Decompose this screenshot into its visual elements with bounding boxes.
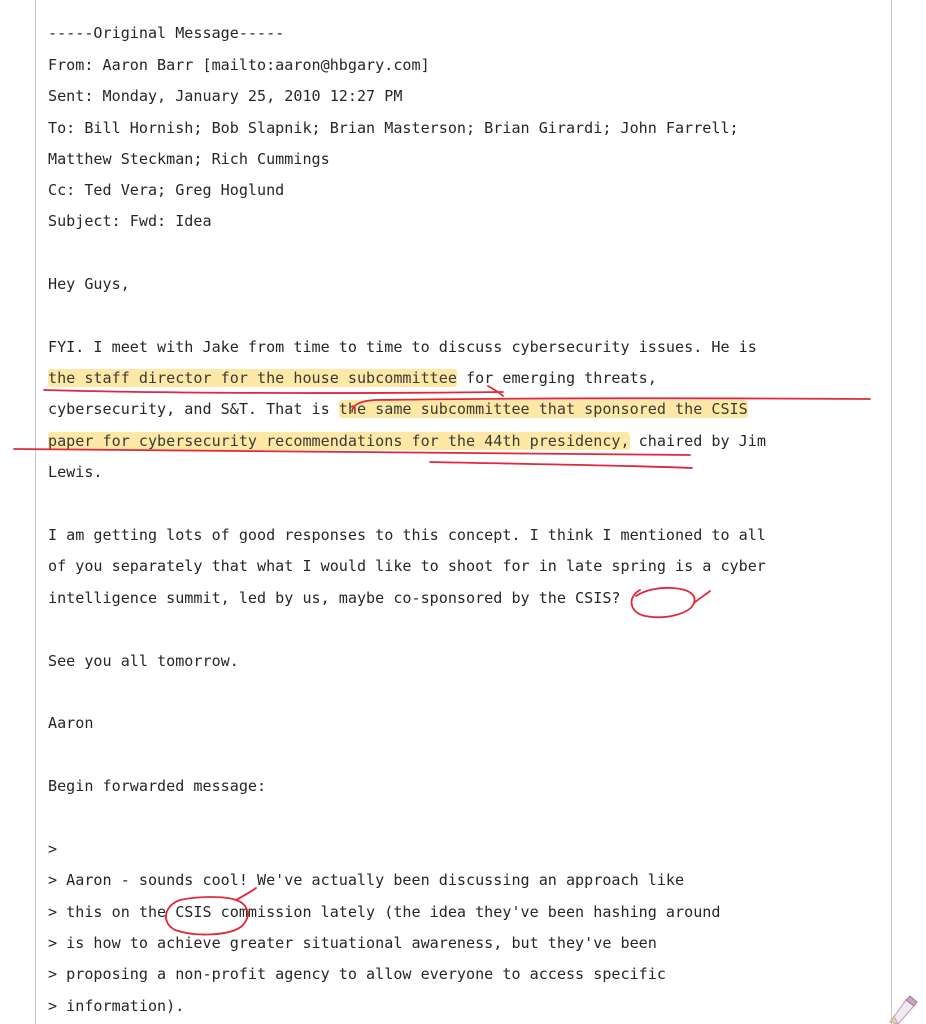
quoted-line-5: > information). bbox=[48, 997, 185, 1015]
pencil-icon[interactable] bbox=[886, 994, 920, 1024]
paragraph-1-line-3 bbox=[48, 399, 748, 419]
highlighted-text: the staff director for the house subcommittee bbox=[48, 369, 457, 387]
quoted-line-4: > proposing a non-profit agency to allow everyone to access specific bbox=[48, 965, 666, 983]
highlighted-text: the same subcommittee that sponsored the CSIS bbox=[338, 400, 748, 418]
subject-line: Subject: Fwd: Idea bbox=[48, 212, 212, 230]
paragraph-3: See you all tomorrow. bbox=[48, 652, 239, 670]
to-line-2: Matthew Steckman; Rich Cummings bbox=[48, 150, 330, 168]
to-line-1: To: Bill Hornish; Bob Slapnik; Brian Masterson; Brian Girardi; John Farrell; bbox=[48, 119, 739, 137]
paragraph-2-line-2: of you separately that what I would like to shoot for in late spring is a cyber bbox=[48, 557, 766, 575]
forwarded-intro: Begin forwarded message: bbox=[48, 777, 267, 795]
signature: Aaron bbox=[48, 714, 94, 732]
paragraph-1-line-4 bbox=[48, 431, 766, 451]
paragraph-1-line-5: Lewis. bbox=[48, 463, 103, 481]
from-line: From: Aaron Barr [mailto:aaron@hbgary.com] bbox=[48, 56, 430, 74]
quoted-line-2: > this on the CSIS commission lately (the idea they've been hashing around bbox=[48, 903, 721, 921]
paragraph-1-line-1: FYI. I meet with Jake from time to time to discuss cybersecurity issues. He is bbox=[48, 338, 757, 356]
quoted-line-0: > bbox=[48, 840, 58, 858]
line-text: chaired by Jim bbox=[629, 432, 766, 450]
sent-line: Sent: Monday, January 25, 2010 12:27 PM bbox=[48, 87, 403, 105]
paragraph-2-line-1: I am getting lots of good responses to this concept. I think I mentioned to all bbox=[48, 526, 766, 544]
highlighted-text: paper for cybersecurity recommendations for the 44th presidency, bbox=[48, 432, 630, 450]
original-message-separator: -----Original Message----- bbox=[48, 24, 285, 42]
quoted-line-3: > is how to achieve greater situational awareness, but they've been bbox=[48, 934, 657, 952]
paragraph-2-line-3: intelligence summit, led by us, maybe co-sponsored by the CSIS? bbox=[48, 589, 621, 607]
cc-line: Cc: Ted Vera; Greg Hoglund bbox=[48, 181, 285, 199]
greeting: Hey Guys, bbox=[48, 275, 130, 293]
quoted-line-1: > Aaron - sounds cool! We've actually been discussing an approach like bbox=[48, 871, 685, 889]
line-text: for emerging threats, bbox=[456, 369, 657, 387]
paragraph-1-line-2 bbox=[48, 368, 657, 388]
line-text: cybersecurity, and S&T. That is bbox=[48, 400, 339, 418]
